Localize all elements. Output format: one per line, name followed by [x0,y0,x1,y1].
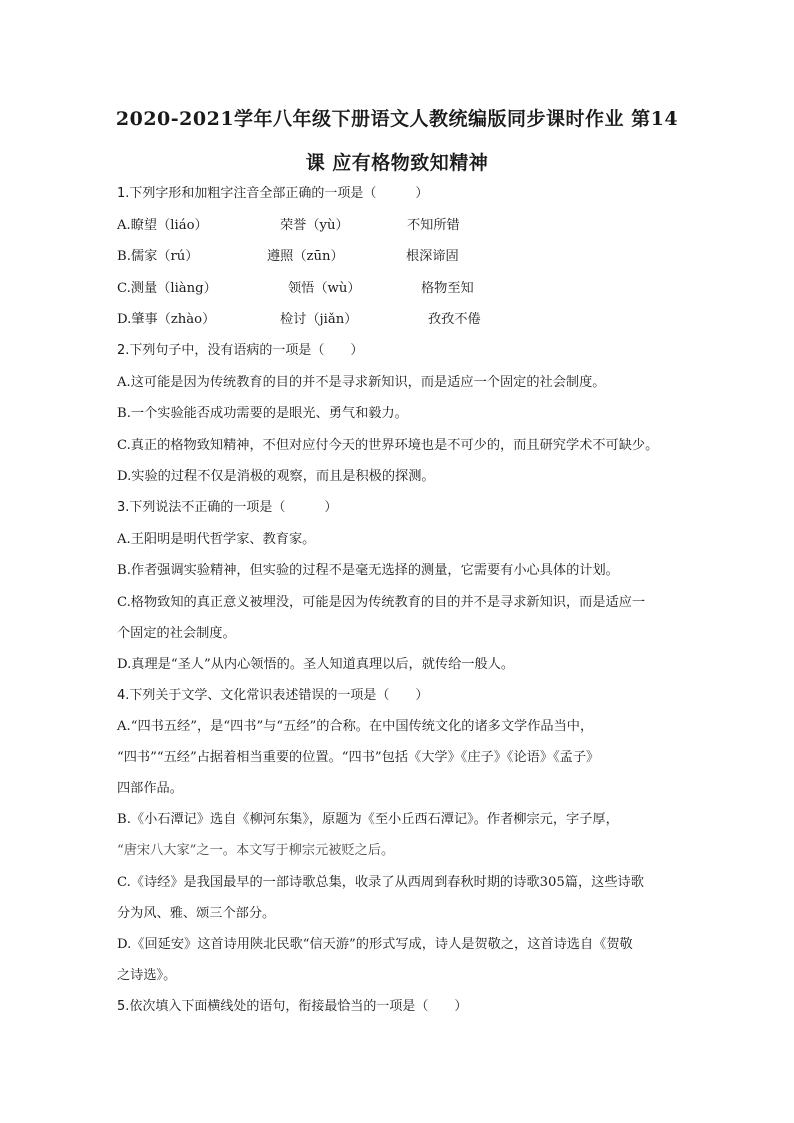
question-3-line-1: A.王阳明是明代哲学家、教育家。 [117,532,316,547]
question-4-stem: 4.下列关于文学、文化常识表述错误的一项是（ ） [117,688,429,703]
question-2-option-b: B.一个实验能否成功需要的是眼光、勇气和毅力。 [117,406,408,421]
question-4-line-8: D.《回延安》这首诗用陕北民歌“信天游”的形式写成，诗人是贺敬之，这首诗选自《贺敬 [117,937,633,952]
question-3-line-5: D.真理是“圣人”从内心领悟的。圣人知道真理以后，就传给一般人。 [117,657,515,672]
question-2-option-a: A.这可能是因为传统教育的目的并不是寻求新知识，而是适应一个固定的社会制度。 [117,375,606,390]
option-a-word-3: 不知所错 [407,218,460,233]
question-3-line-2: B.作者强调实验精神，但实验的过程不是毫无选择的测量，它需要有小心具体的计划。 [117,563,619,578]
question-4-line-1: A.“四书五经”，是“四书”与“五经”的合称。在中国传统文化的诸多文学作品当中， [117,719,594,734]
question-1-option-a [117,217,617,235]
question-4-line-9: 之诗选》。 [117,968,177,983]
option-c-word-2: 领悟（wù） [288,281,361,296]
question-1-stem: 1.下列字形和加粗字注音全部正确的一项是（ ） [117,186,429,201]
option-c-word-1: C.测量（liàng） [117,281,217,296]
option-a-word-2: 荣誉（yù） [280,218,349,233]
question-4-line-5: “唐宋八大家”之一。本文写于柳宗元被贬之后。 [117,843,395,858]
question-1-option-c [117,280,617,298]
option-c-word-3: 格物至知 [421,281,474,296]
question-1-option-b [117,248,617,266]
option-a-word-1: A.瞭望（liáo） [117,218,208,233]
question-3-line-4: 个固定的社会制度。 [117,626,236,641]
question-2-stem: 2.下列句子中，没有语病的一项是（ ） [117,343,364,358]
question-4-line-3: 四部作品。 [117,781,183,796]
question-4-line-4: B.《小石潭记》选自《柳河东集》，原题为《至小丘西石潭记》。作者柳宗元，字子厚， [117,812,619,827]
option-d-word-2: 检讨（jiǎn） [280,312,358,327]
question-3-stem: 3.下列说法不正确的一项是（ ） [117,500,338,515]
question-4-line-2: “四书”“五经”占据着相当重要的位置。“四书”包括《大学》《庄子》《论语》《孟子》 [117,750,600,765]
question-4-line-6: C.《诗经》是我国最早的一部诗歌总集，收录了从西周到春秋时期的诗歌305篇，这些诗歌 [117,875,644,890]
question-2-option-c: C.真正的格物致知精神，不但对应付今天的世界环境也是不可少的，而且研究学术不可缺少。 [117,438,659,453]
question-2-option-d: D.实验的过程不仅是消极的观察，而且是积极的探测。 [117,469,435,484]
option-d-word-3: 孜孜不倦 [428,312,481,327]
question-5-stem: 5.依次填入下面横线处的语句，衔接最恰当的一项是（ ） [117,999,468,1014]
question-3-line-3: C.格物致知的真正意义被埋没，可能是因为传统教育的目的并不是寻求新知识，而是适应一 [117,595,646,610]
option-b-word-2: 遵照（zūn） [267,249,344,264]
option-b-word-3: 根深谛固 [406,249,459,264]
option-b-word-1: B.儒家（rú） [117,249,199,264]
document-title-line-2: 课 应有格物致知精神 [305,152,489,174]
question-1-option-d [117,311,617,329]
document-title-line-1: 2020-2021学年八年级下册语文人教统编版同步课时作业 第14 [115,108,679,130]
option-d-word-1: D.肇事（zhào） [117,312,216,327]
question-4-line-7: 分为风、雅、颂三个部分。 [117,906,276,921]
